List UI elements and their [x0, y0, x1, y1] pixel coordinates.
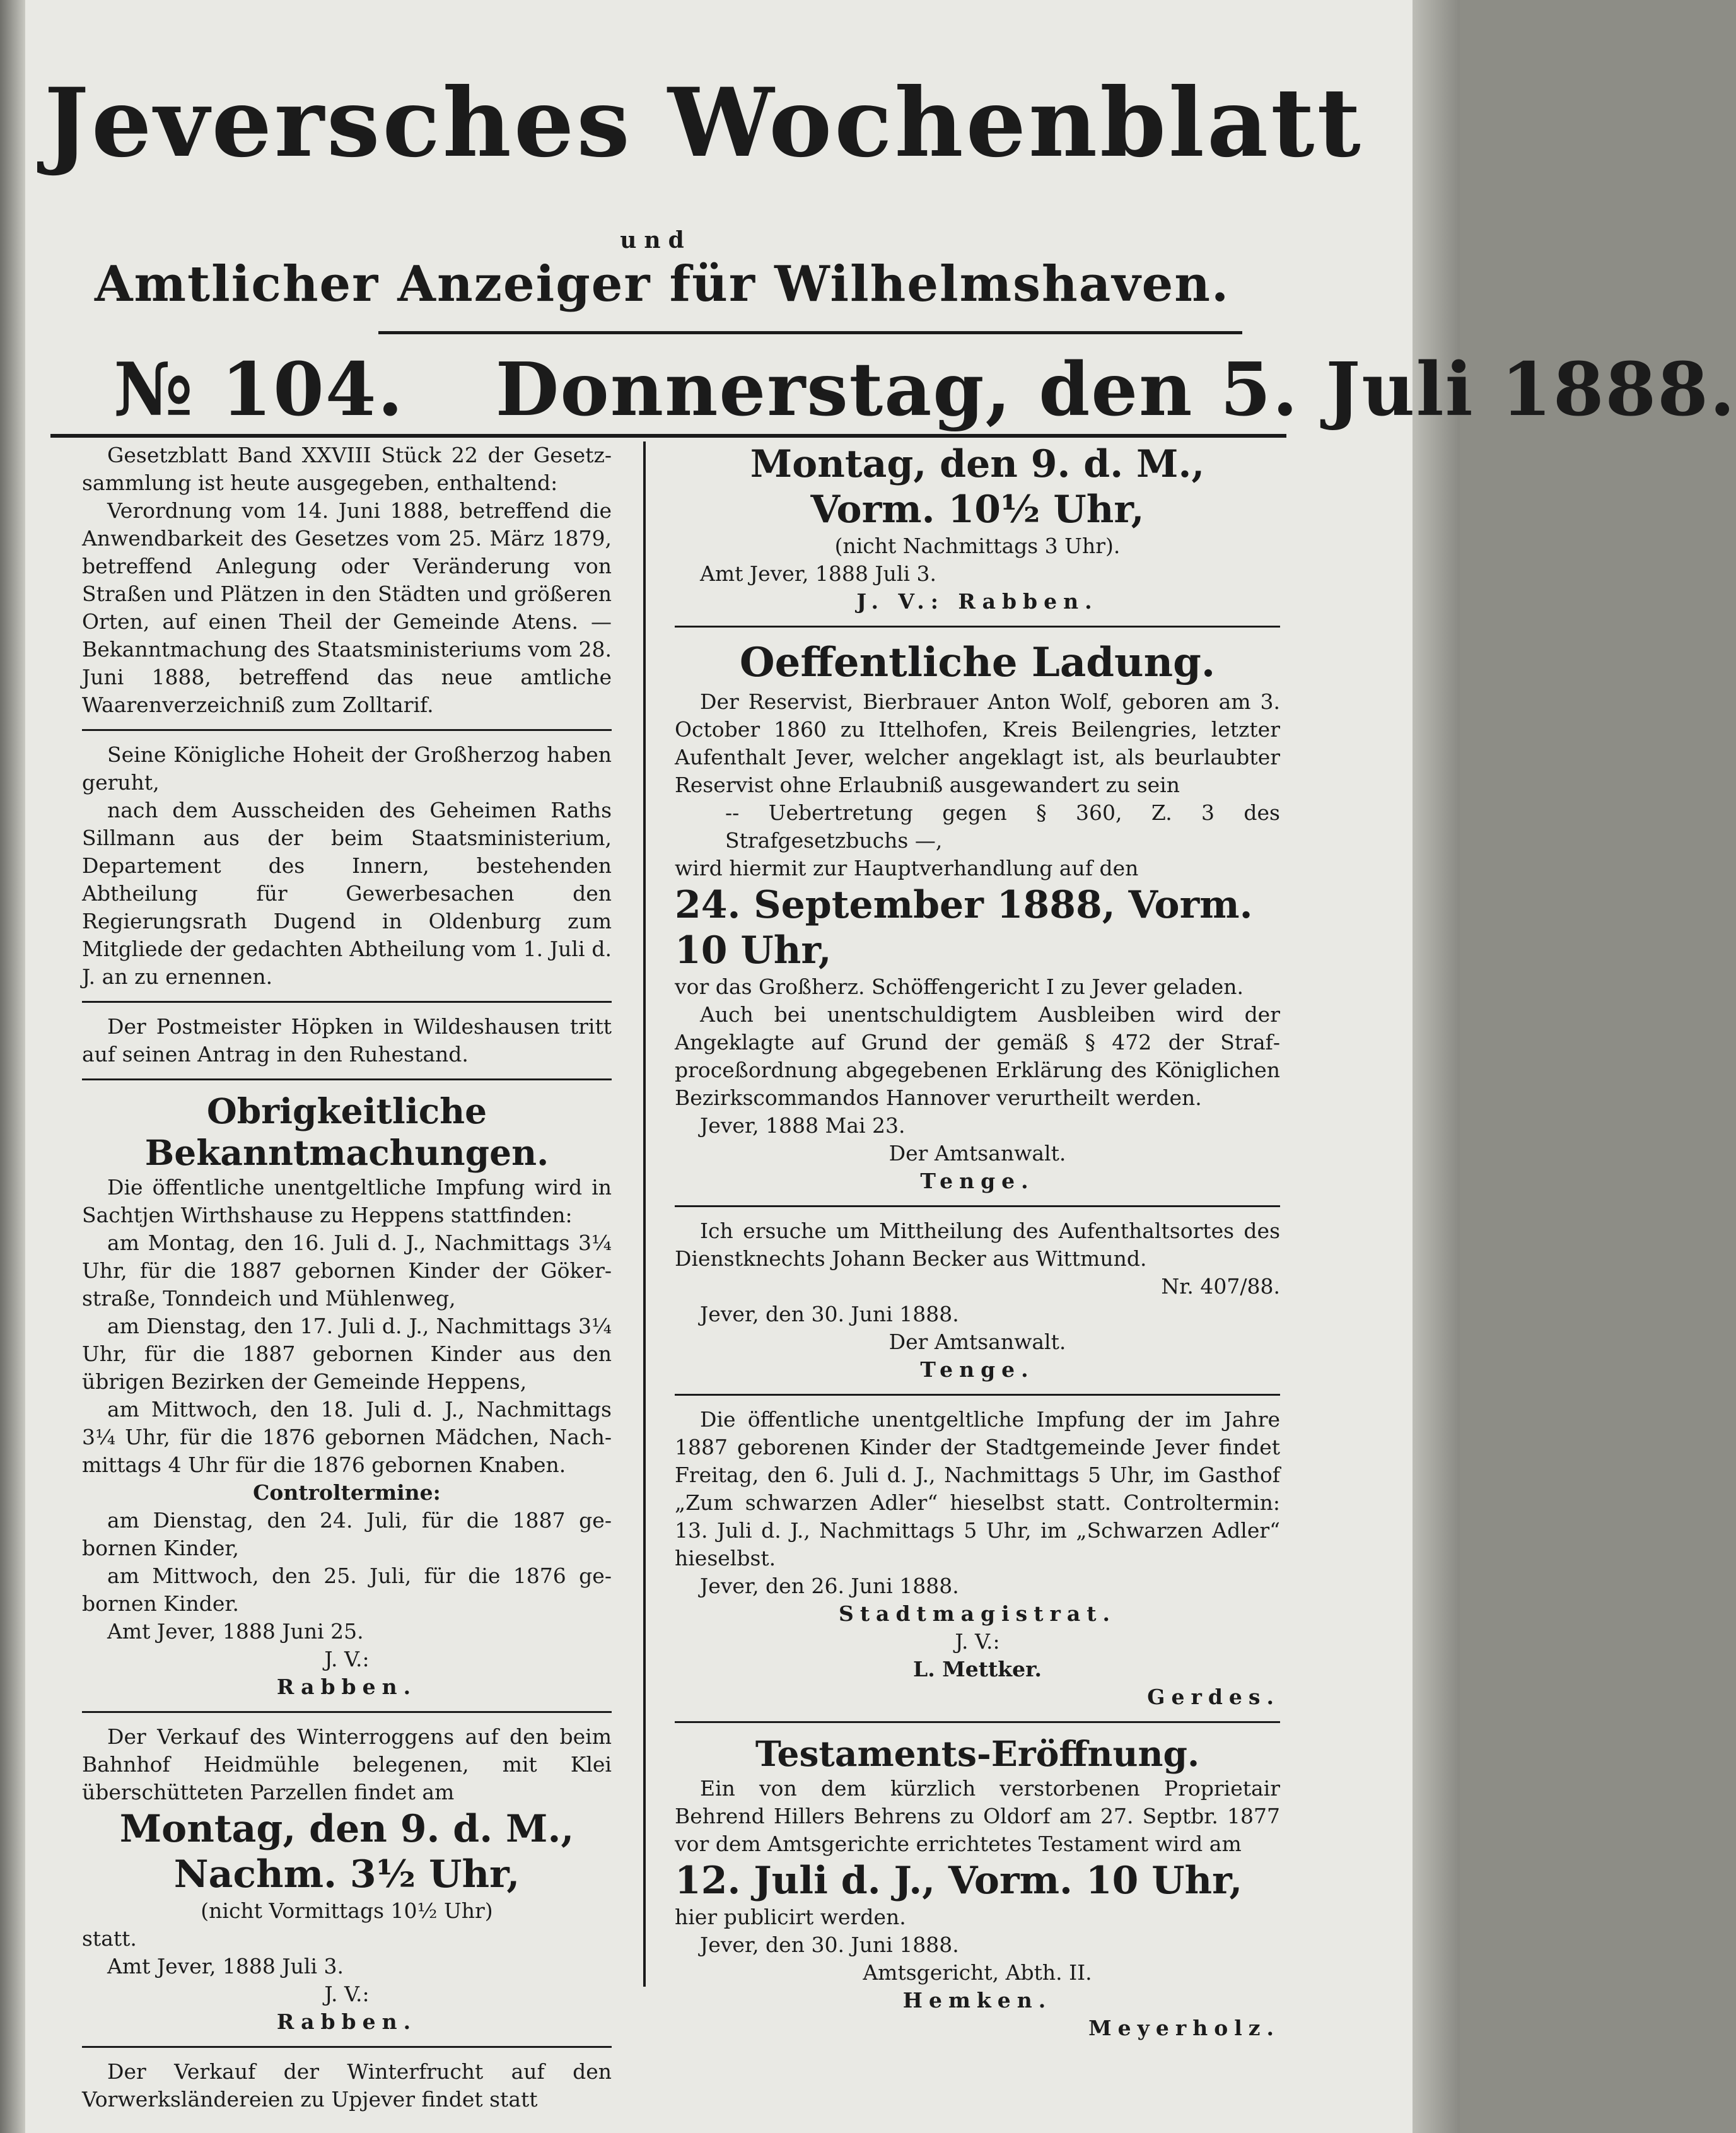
winterfrucht-notice: Der Verkauf der Winterfrucht auf den Vorwerksländereien zu Upjever findet statt [82, 2059, 612, 2112]
impfung-jv: J. V.: [324, 1647, 370, 1671]
winterroggen-time: Nachm. 3½ Uhr, [173, 1852, 520, 1896]
testament-text: Ein von dem kürzlich verstorbenen Proprietair Behrend Hillers Behrens zu Oldorf am 27. Septbr. 1877 vor dem Amtsgerichte errichtetes Testament wird am [675, 1776, 1280, 1856]
postmeister-notice: Der Postmeister Höpken in Wildeshausen tritt auf seinen Antrag in den Ruhestand. [82, 1014, 612, 1066]
divider [675, 626, 1280, 628]
issue-number: № 104. [114, 347, 404, 433]
ladung-signature: Tenge. [920, 1169, 1035, 1193]
masthead-subtitle: Amtlicher Anzeiger für Wilhelmshaven. [95, 255, 1230, 313]
ladung-text: Der Reservist, Bierbrauer Anton Wolf, geboren am 3. October 1860 zu Ittelhofen, Kreis Beilengries, letzter Aufenthalt Jever, welcher angeklagt ist, als beurlaubter Reservist ohne Erlaubniß ausgewandert zu sein [675, 689, 1280, 797]
impfung-item: am Montag, den 16. Juli d. J., Nachmittags 3¼ Uhr, für die 1887 gebornen Kinder der Gökerstraße, Tonndeich und Mühlenweg, [82, 1230, 612, 1311]
divider [675, 1394, 1280, 1396]
stadt-impfung-place-date: Jever, den 26. Juni 1888. [700, 1574, 959, 1598]
divider [82, 729, 612, 731]
testament-signature2: Meyerholz. [1088, 2016, 1280, 2040]
winterroggen-jv: J. V.: [324, 1982, 370, 2006]
left-column [82, 441, 612, 2113]
top-date: Montag, den 9. d. M., [750, 442, 1205, 486]
controltermin-item: am Mittwoch, den 25. Juli, für die 1876 gebornen Kinder. [82, 1563, 612, 1616]
becker-role: Der Amtsanwalt. [888, 1329, 1066, 1354]
testament-heading: Testaments-Eröffnung. [755, 1733, 1200, 1774]
stadt-impfung-jv: J. V.: [955, 1629, 1000, 1654]
becker-text: Ich ersuche um Mittheilung des Aufenthaltsortes des Dienstknechts Johann Becker aus Wittmund. [675, 1218, 1280, 1271]
ladung-offence: -- Uebertretung gegen § 360, Z. 3 des Strafgesetzbuchs —, [725, 800, 1280, 853]
impfung-signature: Rabben. [276, 1674, 417, 1699]
masthead-rule [378, 331, 1242, 334]
top-note: (nicht Nachmittags 3 Uhr). [834, 534, 1121, 558]
gesetzblatt-intro: Gesetzblatt Band XXVIII Stück 22 der Gesetzsammlung ist heute ausgegeben, enthaltend: [82, 443, 612, 495]
impfung-intro: Die öffentliche unentgeltliche Impfung wird in Sachtjen Wirthshause zu Heppens stattfinden: [82, 1175, 612, 1227]
ladung-court: vor das Großherz. Schöffengericht I zu Jever geladen. [675, 974, 1244, 999]
divider [82, 1001, 612, 1003]
issue-line [114, 347, 1736, 433]
page-binding-edge [0, 0, 25, 2133]
top-place-date: Amt Jever, 1888 Juli 3. [700, 561, 936, 586]
top-signature: J. V.: Rabben. [856, 589, 1098, 614]
winterroggen-note: (nicht Vormittags 10½ Uhr) [201, 1898, 493, 1923]
impfung-item: am Mittwoch, den 18. Juli d. J., Nachmittags 3¼ Uhr, für die 1876 gebornen Mädchen, Nachmittags 4 Uhr für die 1876 gebornen Knaben. [82, 1397, 612, 1477]
ladung-hauptverhandlung: wird hiermit zur Hauptverhandlung auf den [675, 856, 1139, 880]
gesetzblatt-content: Verordnung vom 14. Juni 1888, betreffend die Anwendbarkeit des Gesetzes vom 25. März 1879, betreffend Anlegung oder Veränderung von Straßen und Plätzen in den Städten und größeren Orten, auf einen Theil der Gemeinde Atens. — Bekanntmachung des Staatsministeriums vom 28. Juni 1888, betreffend das neue amtliche Waarenverzeichniß zum Zolltarif. [82, 498, 612, 717]
obrigkeitliche-heading: Obrigkeitliche Bekanntmachungen. [144, 1090, 549, 1173]
grossherzog-intro: Seine Königliche Hoheit der Großherzog haben geruht, [82, 742, 612, 795]
column-separator [643, 441, 646, 1987]
divider [82, 2046, 612, 2048]
winterroggen-place-date: Amt Jever, 1888 Juli 3. [107, 1954, 344, 1978]
top-time: Vorm. 10½ Uhr, [810, 488, 1145, 532]
divider [82, 1078, 612, 1080]
testament-place-date: Jever, den 30. Juni 1888. [700, 1932, 959, 1957]
testament-date: 12. Juli d. J., Vorm. 10 Uhr, [675, 1859, 1243, 1903]
stadt-impfung-signature: L. Mettker. [913, 1657, 1042, 1681]
ladung-text2: Auch bei unentschuldigtem Ausbleiben wird der Angeklagte auf Grund der gemäß § 472 der Strafproceßordnung abgegebenen Erklärung des Königlichen Bezirkscommandos Hannover verurtheilt werden. [675, 1002, 1280, 1110]
impfung-place-date: Amt Jever, 1888 Juni 25. [107, 1619, 364, 1644]
testament-publication: hier publicirt werden. [675, 1905, 906, 1929]
issue-date: Donnerstag, den 5. Juli 1888. [495, 347, 1736, 433]
winterroggen-signature: Rabben. [276, 2009, 417, 2034]
ladung-place-date: Jever, 1888 Mai 23. [700, 1113, 906, 1138]
stadt-impfung-signature2: Gerdes. [1147, 1685, 1280, 1709]
divider [675, 1205, 1280, 1207]
testament-court: Amtsgericht, Abth. II. [863, 1960, 1092, 1985]
issue-rule [50, 434, 1286, 438]
masthead-und: und [620, 227, 692, 254]
becker-nr: Nr. 407/88. [1161, 1274, 1280, 1299]
ladung-role: Der Amtsanwalt. [888, 1141, 1066, 1166]
winterroggen-statt: statt. [82, 1926, 137, 1951]
divider [82, 1711, 612, 1713]
ladung-heading: Oeffentliche Ladung. [739, 639, 1216, 686]
becker-place-date: Jever, den 30. Juni 1888. [700, 1302, 959, 1326]
becker-signature: Tenge. [920, 1357, 1035, 1382]
right-column [675, 441, 1280, 2042]
page-right-shadow [1413, 0, 1460, 2133]
controltermine-label: Controltermine: [253, 1480, 441, 1505]
divider [675, 1721, 1280, 1723]
ladung-date: 24. September 1888, Vorm. 10 Uhr, [675, 883, 1253, 973]
stadt-impfung-role: Stadtmagistrat. [838, 1601, 1116, 1626]
impfung-item: am Dienstag, den 17. Juli d. J., Nachmittags 3¼ Uhr, für die 1887 gebornen Kinder aus den übrigen Bezirken der Gemeinde Heppens, [82, 1314, 612, 1394]
winterroggen-date: Montag, den 9. d. M., [119, 1807, 574, 1851]
testament-signature: Hemken. [902, 1988, 1052, 2013]
controltermin-item: am Dienstag, den 24. Juli, für die 1887 gebornen Kinder, [82, 1508, 612, 1560]
masthead-title: Jeversches Wochenblatt [44, 67, 1363, 178]
stadt-impfung-text: Die öffentliche unentgeltliche Impfung der im Jahre 1887 geborenen Kinder der Stadtgemeinde Jever findet Freitag, den 6. Juli d. J., Nachmittags 5 Uhr, im Gasthof „Zum schwarzen Adler“ hieselbst statt. Controltermin: 13. Juli d. J., Nachmittags 5 Uhr, im „Schwarzen Adler“ hieselbst. [675, 1407, 1280, 1570]
grossherzog-content: nach dem Ausscheiden des Geheimen Raths Sillmann aus der beim Staatsministerium, Departement des Innern, bestehenden Abtheilung für Gewerbesachen den Regierungsrath Dugend in Oldenburg zum Mitgliede der gedachten Abtheilung vom 1. Juli d. J. an zu ernennen. [82, 798, 612, 989]
winterroggen-intro: Der Verkauf des Winterroggens auf den beim Bahnhof Heidmühle belegenen, mit Klei überschütteten Parzellen findet am [82, 1724, 612, 1804]
